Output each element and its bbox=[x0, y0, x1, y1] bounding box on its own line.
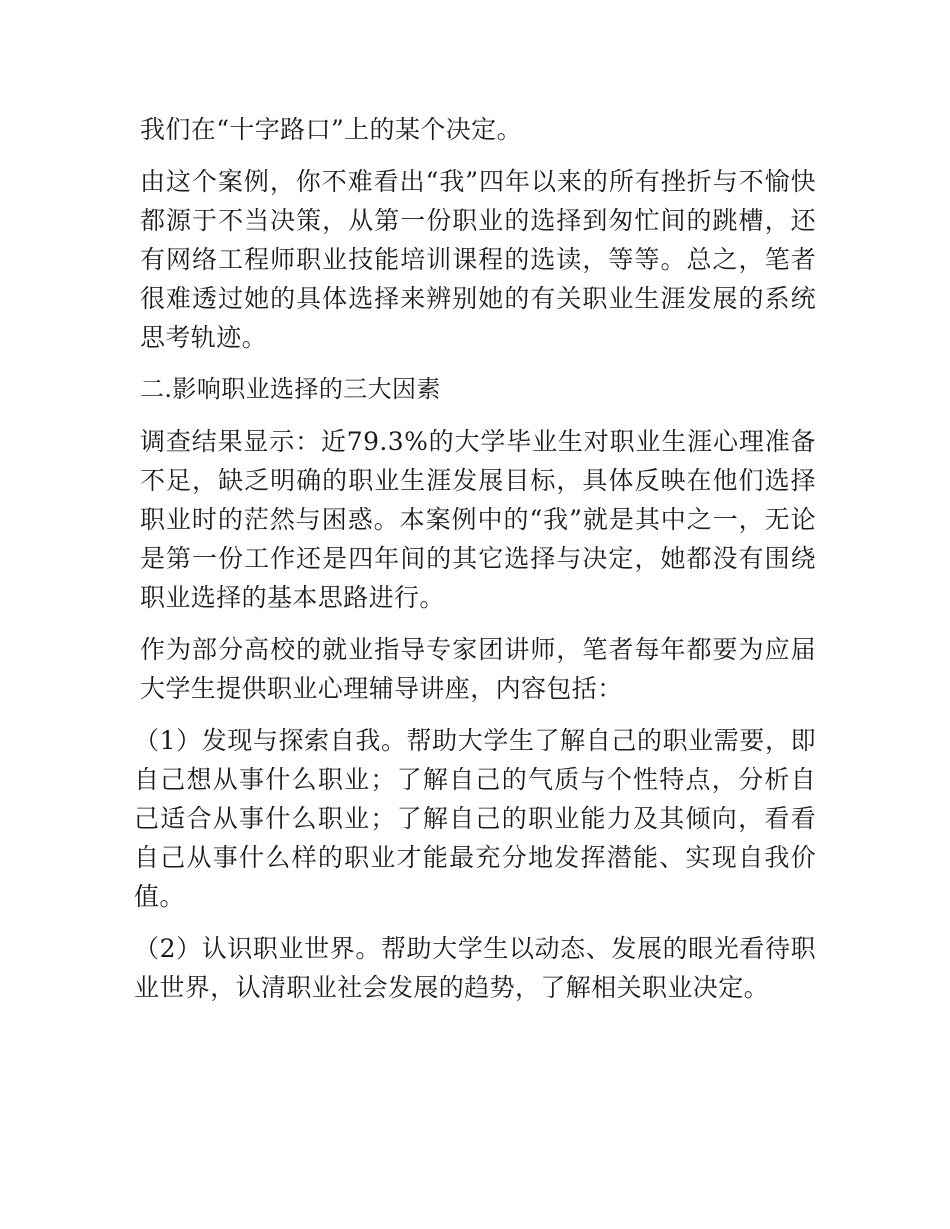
document-body bbox=[134, 110, 816, 1020]
paragraph-lecture-intro: 作为部分高校的就业指导专家团讲师，笔者每年都要为应届大学生提供职业心理辅导讲座，内容包括： bbox=[140, 635, 816, 703]
section-heading: 二.影响职业选择的三大因素 bbox=[140, 375, 441, 403]
list-item-explore-self: （1）发现与探索自我。帮助大学生了解自己的职业需要，即自己想从事什么职业；了解自己的气质与个性特点，分析自己适合从事什么职业；了解自己的职业能力及其倾向，看看自己从事什么样的职业才能最充分地发挥潜能、实现自我价值。 bbox=[134, 726, 816, 911]
paragraph-continuation: 我们在“十字路口”上的某个决定。 bbox=[140, 115, 522, 144]
paragraph-case-analysis: 由这个案例，你不难看出“我”四年以来的所有挫折与不愉快都源于不当决策，从第一份职业的选择到匆忙间的跳槽，还有网络工程师职业技能培训课程的选读，等等。总之，笔者很难透过她的具体选择来辨别她的有关职业生涯发展的系统思考轨迹。 bbox=[140, 167, 816, 352]
list-item-career-world: （2）认识职业世界。帮助大学生以动态、发展的眼光看待职业世界，认清职业社会发展的趋势，了解相关职业决定。 bbox=[134, 934, 816, 1002]
paragraph-survey-results: 调查结果显示：近79.3%的大学毕业生对职业生涯心理准备不足，缺乏明确的职业生涯发展目标，具体反映在他们选择职业时的茫然与困惑。本案例中的“我”就是其中之一，无论是第一份工作还是四年间的其它选择与决定，她都没有围绕职业选择的基本思路进行。 bbox=[140, 427, 816, 612]
